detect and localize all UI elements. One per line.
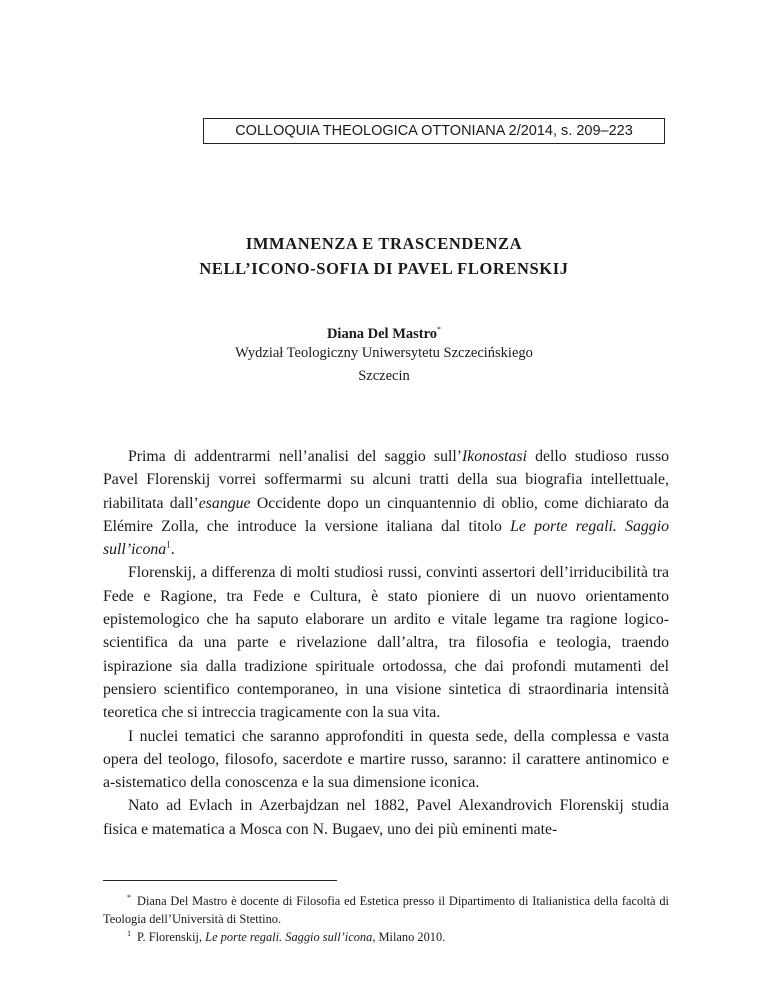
paragraph-1-text-d: . (170, 541, 175, 559)
author-affiliation: Wydział Teologiczny Uniwersytetu Szczecińskiego (235, 345, 533, 361)
footnote-1 (103, 929, 669, 947)
footnote-1-marker: 1 (127, 928, 131, 938)
footnote-star-marker: * (127, 892, 131, 902)
footnote-ref-1[interactable]: 1 (166, 539, 171, 550)
footnote-divider (103, 880, 337, 881)
author-name (0, 320, 768, 344)
title-line-2: NELL’ICONO-SOFIA DI PAVEL FLORENSKIJ (199, 259, 569, 278)
paragraph-1-text-b: dello studioso russo Pavel Florenskij vorrei soffermarmi su alcuni tratti della sua biografia intellettuale, riabilitata dall’ (103, 448, 670, 512)
paragraph-1-italic-b: esangue (198, 494, 251, 512)
paragraph-1-text-a: Prima di addentrarmi nell’analisi del saggio sull’ (128, 448, 463, 465)
footnotes (103, 893, 669, 948)
footnote-1-italic: Le porte regali. Saggio sull’icona (205, 930, 373, 944)
footnote-1-text-b: , Milano 2010. (372, 930, 446, 944)
footnote-1-text-a: P. Florenskij, (137, 930, 206, 944)
paragraph-1-italic-c: Le porte regali. Saggio sull’icona (103, 517, 669, 559)
author-city: Szczecin (358, 368, 410, 384)
paragraph-1-italic-a: Ikonostasi (462, 448, 527, 465)
title-line-1: IMMANENZA E TRASCENDENZA (245, 234, 523, 253)
author-footnote-marker: * (437, 325, 442, 334)
footnote-star-text: Diana Del Mastro è docente di Filosofia ed Estetica presso il Dipartimento di Italianistica della facoltà di Teologia dell’Università di Stettino. (103, 894, 669, 926)
paragraph-2: Florenskij, a differenza di molti studiosi russi, convinti assertori dell’irriducibilità tra Fede e Ragione, tra Fede e Cultura, è stato pioniere di un nuovo orientamento epistemologico che ha saputo elaborare un ardito e vitale legame tra ragione logico-scientifica da una parte e rivelazione dall’altra, tra filosofia e teologia, traendo ispirazione sia dalla tradizione spirituale ortodossa, che dai profondi mutamenti del pensiero scientifico contemporaneo, in una visione sintetica di straordinaria intensità teoretica che si intreccia tragicamente con la sua vita. (103, 564, 669, 722)
article-body (103, 445, 669, 841)
journal-header: COLLOQUIA THEOLOGICA OTTONIANA 2/2014, s. 209–223 (203, 118, 665, 144)
paragraph-1-text-c: Occidente dopo un cinquantennio di oblio, come dichiarato da Elémire Zolla, che introduce la versione italiana dal titolo (103, 494, 669, 535)
footnote-star (103, 893, 669, 928)
author-name-text: Diana Del Mastro (326, 325, 438, 342)
article-title (0, 231, 768, 281)
paragraph-3: I nuclei tematici che saranno approfonditi in questa sede, della complessa e vasta opera del teologo, filosofo, sacerdote e martire russo, saranno: il carattere antinomico e a-sistematico della conoscenza e la sua dimensione iconica. (103, 727, 669, 792)
paragraph-1 (103, 445, 669, 561)
paragraph-4: Nato ad Evlach in Azerbajdzan nel 1882, Pavel Alexandrovich Florenskij studia fisica e matematica a Mosca con N. Bugaev, uno dei più eminenti mate- (103, 797, 669, 838)
